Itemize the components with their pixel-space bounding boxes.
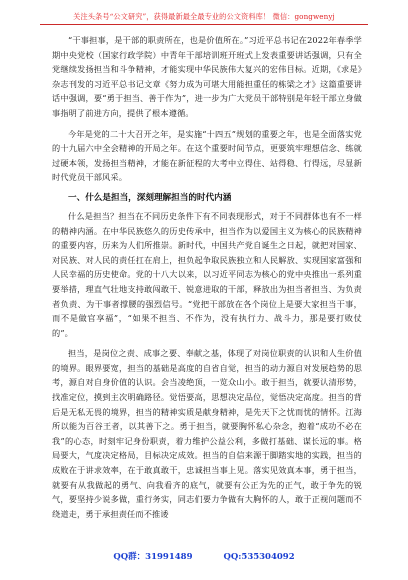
document-body (52, 33, 362, 527)
paragraph: 今年是党的二十大召开之年，是实施“十四五”规划的重要之年，也是全面落实党的十九届六中全会精神的开局之年。在这个重要时间节点，更要筑牢理想信念、练就过硬本领，发扬担当精神，才能在新征程的大考中立得住、站得稳、行得远，尽显新时代党员干部风采。 (52, 128, 362, 183)
footer-qq-group: QQ群：31991489 (113, 552, 193, 562)
paragraph: 什么是担当？担当在不同历史条件下有不同表现形式，对于不同群体也有不一样的精神内涵。在中华民族悠久的历史传承中，担当作为以爱国主义为核心的民族精神的重要内容，历来为人们所推崇。新时代，中国共产党自诞生之日起，就把对国家、对民族、对人民的责任扛在肩上，担负起争取民族独立和人民解放、实现国家富强和人民幸福的历史使命。党的十八大以来，以习近平同志为核心的党中央推出一系列重要举措，理直气壮地支持敢闯敢干、锐意进取的干部，释放出为担当者担当、为负责者负责、为干事者撑腰的强烈信号。“党把干部放在各个岗位上是要大家担当干事，而不是做官享福”，“如果不担当、不作为，没有执行力、战斗力，那是要打败仗的”。 (52, 210, 362, 338)
header-divider (40, 24, 368, 25)
paragraph: 担当，是岗位之责、成事之要、奉献之基，体现了对岗位职责的认识和人生价值的境界。眼界要宽，担当的基础是高度的自省自觉，担当的动力源自对发展趋势的思考，源自对自身价值的认识。会当凌绝顶，一览众山小。敢于担当，就要认清形势，找准定位，摸到主次明确路径。觉悟要高，思想决定品位，觉悟决定高度。担当的背后是无私无畏的境界，担当的精神实质是献身精神，是先天下之忧而忧的情怀。江海所以能为百谷王者，以其善下之。勇于担当，就要胸怀私心杂念，抱着“成功不必在我”的心态，时刻牢记身份职责，着力维护公益公利，多做打基础、谋长远的事。格局要大，气度决定格局，目标决定成效。担当的自信来源于脚踏实地的实践，担当的成败在于讲求效率，在于敢真敢干，忠诚担当事上见。落实见效真本事，勇于担当，就要有从我做起的勇气、向我看齐的底气，就要有公正为先的正气，敢于争先的锐气，要坚持少说多做，重行务实，同志们要力争做有大胸怀的人，敢于正视问题而不绕道走，勇于承担责任而不推诿 (52, 348, 362, 519)
footer-qq-contact: QQ:535304092 (223, 552, 295, 562)
section-heading: 一、什么是担当，深刻理解担当的时代内涵 (68, 192, 232, 203)
paragraph: “干事担事，是干部的职责所在，也是价值所在。”习近平总书记在2022年春季学期中央党校（国家行政学院）中青年干部培训班开班式上发表重要讲话强调，只有全党继续发扬担当和斗争精神，才能实现中华民族伟大复兴的宏伟目标。近期，《求是》杂志刊发的习近平总书记文章《努力成为可堪大用能担重任的栋梁之才》这篇重要讲话中强调，要“勇于担当、善于作为”，进一步为广大党员干部特别是年轻干部立身做事指明了前进方向，提供了根本遵循。 (52, 35, 362, 118)
top-banner: 关注头条号“公文研究”，获得最新最全最专业的公文资料库！ 微信：gongwenyj (73, 12, 335, 21)
footer (0, 550, 408, 562)
